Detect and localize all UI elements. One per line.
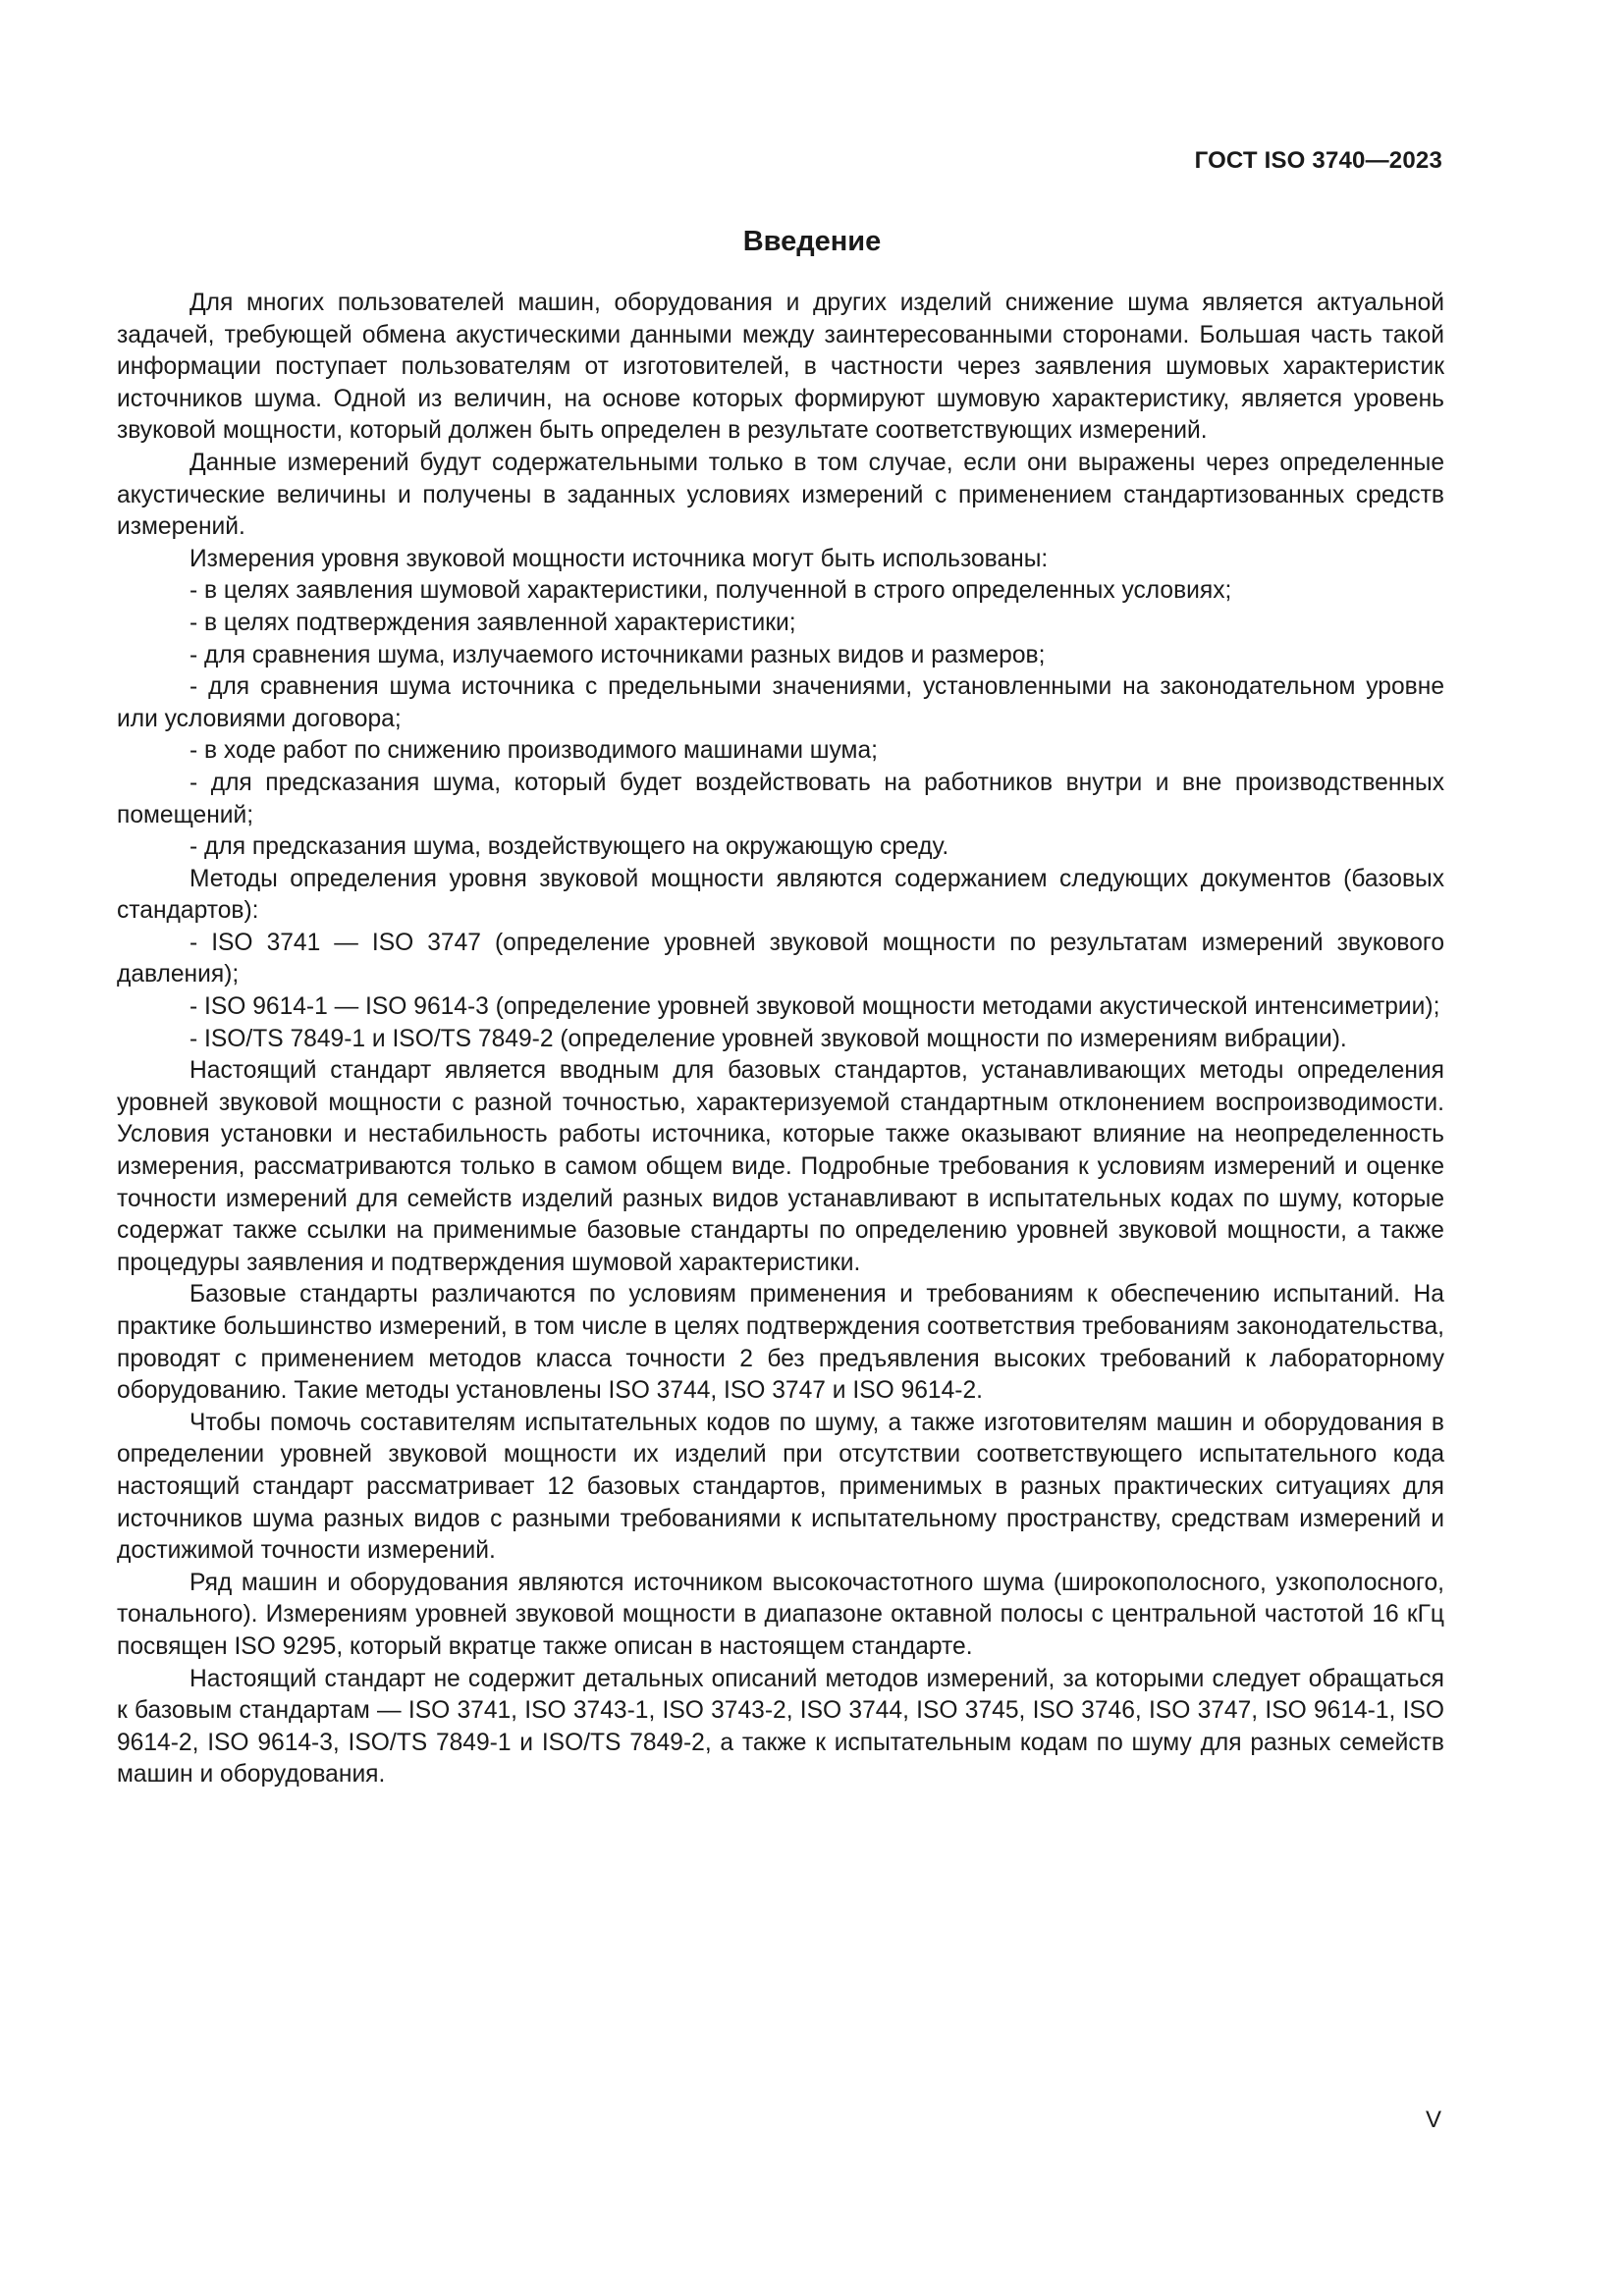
paragraph: Методы определения уровня звуковой мощности являются содержанием следующих документов (базовых стандартов): — [117, 865, 1444, 925]
list-item: - для предсказания шума, который будет воздействовать на работников внутри и вне производственных помещений; — [117, 769, 1444, 828]
list-item: - в ходе работ по снижению производимого машинами шума; — [189, 737, 878, 765]
list-item: - ISO 3741 — ISO 3747 (определение уровней звуковой мощности по результатам измерений звукового давления); — [117, 929, 1444, 988]
paragraph: Настоящий стандарт является вводным для базовых стандартов, устанавливающих методы определения уровней звуковой мощности с разной точностью, характеризуемой стандартным отклонением воспроизводимости. Условия установки и нестабильность работы источника, которые также оказывают влияние на неопределенность измерения, рассматриваются только в самом общем виде. Подробные требования к условиям измерений и оценке точности измерений для семейств изделий разных видов устанавливают в испытательных кодах по шуму, которые содержат также ссылки на применимые базовые стандарты по определению уровней звуковой мощности, а также процедуры заявления и подтверждения шумовой характеристики. — [117, 1057, 1444, 1276]
section-body — [117, 288, 1444, 1791]
list-item: - в целях заявления шумовой характеристики, полученной в строго определенных условиях; — [189, 577, 1232, 605]
paragraph: Чтобы помочь составителям испытательных кодов по шуму, а также изготовителям машин и оборудования в определении уровней звуковой мощности их изделий при отсутствии соответствующего испытательного кода настоящий стандарт рассматривает 12 базовых стандартов, применимых в разных практических ситуациях для источников шума разных видов с разными требованиями к испытательному пространству, средствам измерений и достижимой точности измерений. — [117, 1409, 1444, 1565]
list-item: - для сравнения шума, излучаемого источниками разных видов и размеров; — [189, 641, 1046, 668]
list-item: - ISO/TS 7849-1 и ISO/TS 7849-2 (определение уровней звуковой мощности по измерениям вибрации). — [189, 1025, 1347, 1052]
list-item: - для сравнения шума источника с предельными значениями, установленными на законодательном уровне или условиями договора; — [117, 673, 1444, 732]
paragraph: Данные измерений будут содержательными только в том случае, если они выражены через определенные акустические величины и получены в заданных условиях измерений с применением стандартизованных средств измерений. — [117, 449, 1444, 541]
paragraph: Измерения уровня звуковой мощности источника могут быть использованы: — [189, 545, 1049, 572]
list-item: - в целях подтверждения заявленной характеристики; — [189, 609, 796, 636]
paragraph: Настоящий стандарт не содержит детальных описаний методов измерений, за которыми следует обращаться к базовым стандартам — ISO 3741, ISO 3743-1, ISO 3743-2, ISO 3744, ISO 3745, ISO 3746, ISO 3747, ISO 9614-1, ISO 9614-2, ISO 9614-3, ISO/TS 7849-1 и ISO/TS 7849-2, а также к испытательным кодам по шуму для разных семейств машин и оборудования. — [117, 1665, 1444, 1789]
paragraph: Базовые стандарты различаются по условиям применения и требованиям к обеспечению испытаний. На практике большинство измерений, в том числе в целях подтверждения соответствия требованиям законодательства, проводят с применением методов класса точности 2 без предъявления высоких требований к лабораторному оборудованию. Такие методы установлены ISO 3744, ISO 3747 и ISO 9614-2. — [117, 1281, 1444, 1405]
paragraph: Ряд машин и оборудования являются источником высокочастотного шума (широкополосного, узкополосного, тонального). Измерениям уровней звуковой мощности в диапазоне октавной полосы с центральной частотой 16 кГц посвящен ISO 9295, который вкратце также описан в настоящем стандарте. — [117, 1569, 1444, 1660]
list-item: - ISO 9614-1 — ISO 9614-3 (определение уровней звуковой мощности методами акустической интенсиметрии); — [189, 993, 1440, 1021]
document-header: ГОСТ ISO 3740—2023 — [1194, 147, 1442, 174]
section-title: Введение — [742, 226, 882, 257]
list-item: - для предсказания шума, воздействующего на окружающую среду. — [189, 833, 949, 861]
page-number: V — [1425, 2107, 1441, 2133]
paragraph: Для многих пользователей машин, оборудования и других изделий снижение шума является актуальной задачей, требующей обмена акустическими данными между заинтересованными сторонами. Большая часть такой информации поступает пользователям от изготовителей, в частности через заявления шумовых характеристик источников шума. Одной из величин, на основе которых формируют шумовую характеристику, является уровень звуковой мощности, который должен быть определен в результате соответствующих измерений. — [117, 290, 1444, 445]
